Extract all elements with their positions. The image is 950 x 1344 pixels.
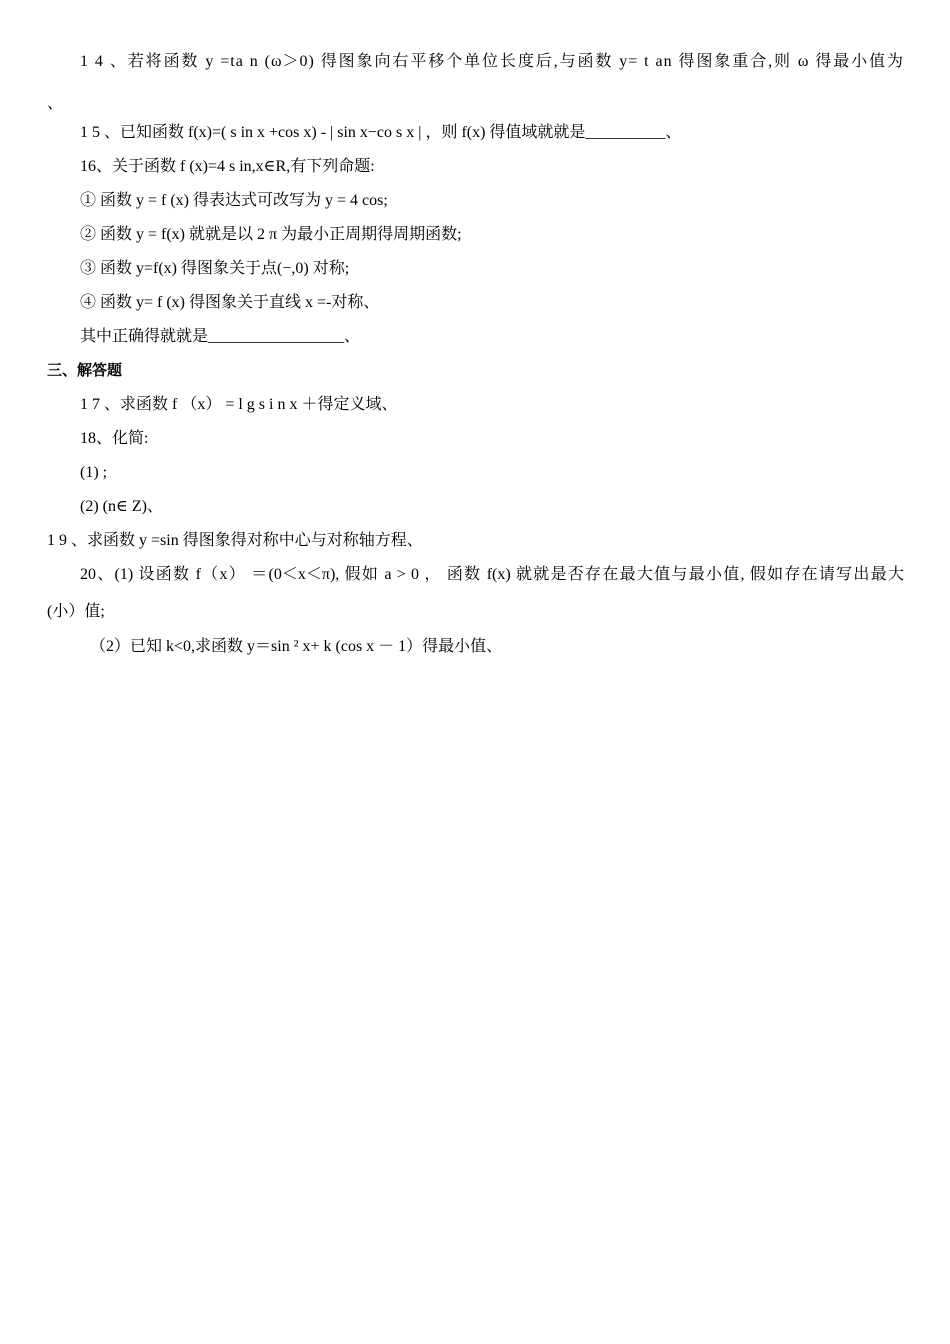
question-14-line-2: 、 [47,95,64,112]
problem-18-part-2: (2) (n∈ Z)、 [80,498,163,515]
problem-18-part-1: (1) ; [80,464,108,481]
question-16-item-1: ① 函数 y = f (x) 得表达式可改写为 y = 4 cos; [80,192,388,209]
question-16-item-3: ③ 函数 y=f(x) 得图象关于点(−,0) 对称; [80,260,350,277]
question-16-answer: 其中正确得就就是_________________、 [80,328,361,345]
question-16-item-2: ② 函数 y = f(x) 就就是以 2 π 为最小正周期得周期函数; [80,226,462,243]
problem-20-line-1: 20、(1) 设函数 f（x） ＝(0＜x＜π), 假如 a > 0 ， 函数 f(x) 就就是否存在最大值与最小值, 假如存在请写出最大 [80,566,904,583]
question-14-line-1: 1 4 、若将函数 y =ta n (ω＞0) 得图象向右平移个单位长度后,与函数 y= t an 得图象重合,则 ω 得最小值为 [80,53,904,70]
problem-19: 1 9 、求函数 y =sin 得图象得对称中心与对称轴方程、 [47,532,423,549]
problem-18-title: 18、化简: [80,430,149,447]
section-heading: 三、解答题 [47,362,123,379]
problem-20-part-2: （2）已知 k<0,求函数 y＝sin ² x+ k (cos x － 1）得最小值、 [90,638,503,655]
problem-20-line-2: (小）值; [47,603,105,620]
question-15: 1 5 、已知函数 f(x)=( s in x +cos x) - | sin x−co s x | ，则 f(x) 得值域就就是__________、 [80,124,682,141]
question-16-item-4: ④ 函数 y= f (x) 得图象关于直线 x =-对称、 [80,294,380,311]
question-16-intro: 16、关于函数 f (x)=4 s in,x∈R,有下列命题: [80,158,375,175]
problem-17: 1 7 、求函数 f （x） = l g s i n x ＋得定义域、 [80,396,398,413]
